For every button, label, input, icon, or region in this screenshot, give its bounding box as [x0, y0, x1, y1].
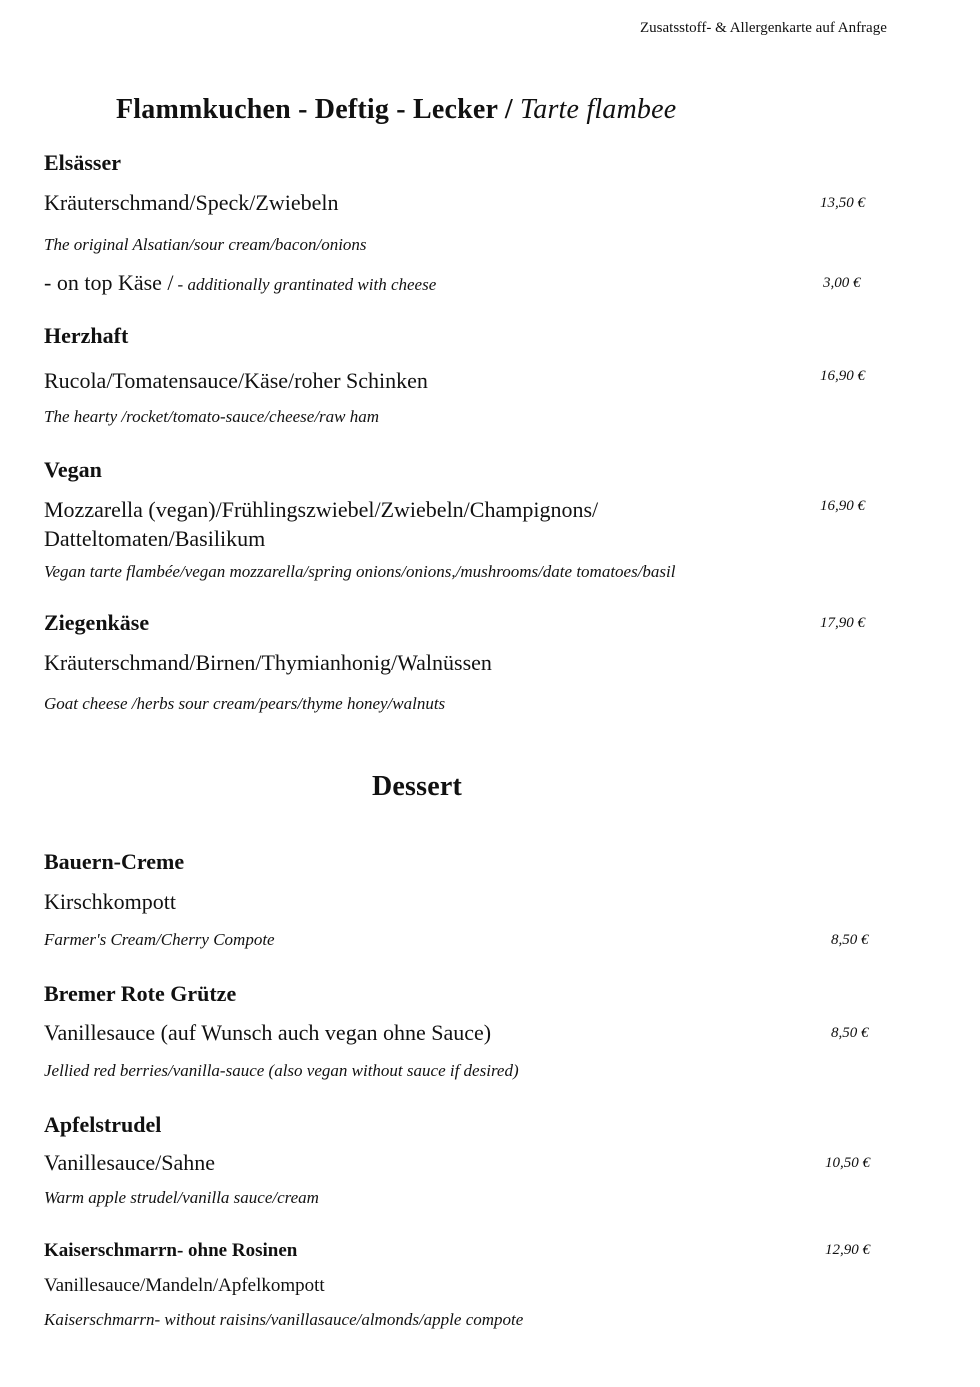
flammkuchen-title-en: Tarte flambee — [520, 94, 677, 125]
item-desc-de-line1: Mozzarella (vegan)/Frühlingszwiebel/Zwiebeln/Champignons/ — [44, 497, 599, 522]
item-price: 10,50 € — [825, 1155, 870, 1171]
item-extra-price: 3,00 € — [823, 275, 861, 291]
item-desc-de: Kirschkompott — [44, 889, 176, 914]
item-price: 16,90 € — [820, 498, 865, 514]
item-desc-en: The hearty /rocket/tomato-sauce/cheese/raw ham — [44, 407, 380, 426]
item-desc-de: Kräuterschmand/Speck/Zwiebeln — [44, 190, 339, 215]
item-price: 8,50 € — [831, 1025, 869, 1041]
item-extra-en: - additionally grantinated with cheese — [177, 275, 437, 294]
item-desc-de: Rucola/Tomatensauce/Käse/roher Schinken — [44, 368, 428, 393]
item-price: 13,50 € — [820, 195, 865, 211]
flammkuchen-heading — [116, 94, 676, 126]
item-desc-en: Warm apple strudel/vanilla sauce/cream — [44, 1188, 319, 1207]
item-desc-en: Farmer's Cream/Cherry Compote — [44, 930, 275, 949]
item-price: 8,50 € — [831, 932, 869, 948]
item-name: Ziegenkäse — [44, 610, 150, 635]
item-desc-de: Vanillesauce (auf Wunsch auch vegan ohne Sauce) — [44, 1020, 492, 1045]
item-price: 17,90 € — [820, 615, 865, 631]
dessert-heading: Dessert — [372, 771, 463, 802]
item-price: 16,90 € — [820, 368, 865, 384]
item-desc-en: Vegan tarte flambée/vegan mozzarella/spring onions/onions,/mushrooms/date tomatoes/basil — [44, 562, 676, 581]
item-extra — [44, 270, 436, 296]
item-desc-de: Kräuterschmand/Birnen/Thymianhonig/Walnüssen — [44, 650, 492, 675]
item-desc-de-line2: Datteltomaten/Basilikum — [44, 526, 266, 551]
item-name: Bremer Rote Grütze — [44, 981, 237, 1006]
item-desc-de: Vanillesauce/Sahne — [44, 1150, 216, 1175]
item-price: 12,90 € — [825, 1242, 870, 1258]
item-name: Herzhaft — [44, 323, 129, 348]
item-name: Vegan — [44, 457, 102, 482]
item-desc-en: The original Alsatian/sour cream/bacon/onions — [44, 235, 367, 254]
item-extra-de: - on top Käse / — [44, 270, 174, 295]
item-name: Apfelstrudel — [44, 1112, 162, 1137]
item-name: Elsässer — [44, 150, 121, 175]
item-desc-en: Kaiserschmarrn- without raisins/vanillasauce/almonds/apple compote — [44, 1310, 524, 1329]
item-name: Bauern-Creme — [44, 849, 185, 874]
flammkuchen-title-de: Flammkuchen - Deftig - Lecker / — [116, 94, 513, 125]
item-desc-en: Goat cheese /herbs sour cream/pears/thyme honey/walnuts — [44, 694, 446, 713]
item-name: Kaiserschmarrn- ohne Rosinen — [44, 1240, 298, 1261]
item-desc-en: Jellied red berries/vanilla-sauce (also vegan without sauce if desired) — [44, 1061, 519, 1080]
item-desc-de: Vanillesauce/Mandeln/Apfelkompott — [44, 1275, 325, 1296]
allergen-note: Zusatsstoff- & Allergenkarte auf Anfrage — [640, 20, 887, 36]
